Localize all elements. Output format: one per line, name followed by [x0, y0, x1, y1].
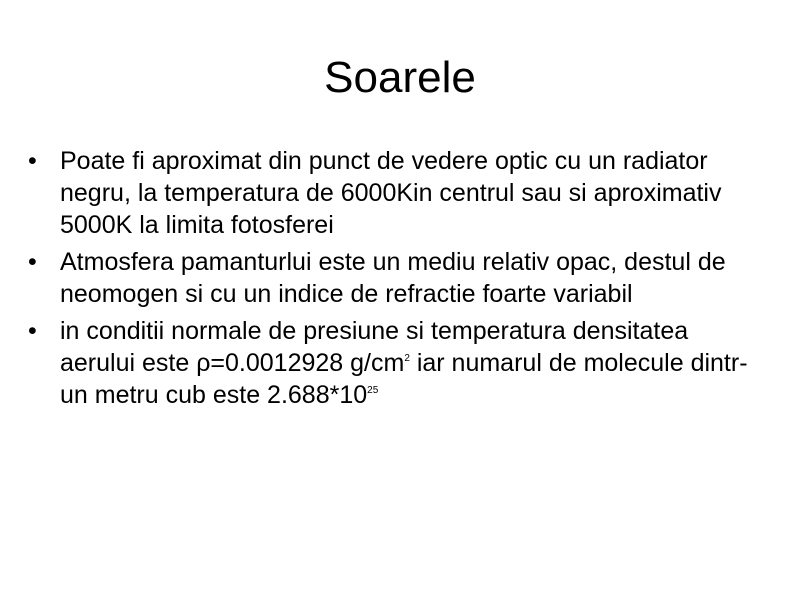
- bullet-item-1: [28, 145, 768, 241]
- bullet-item-2: [28, 246, 768, 310]
- bullet-icon: •: [28, 248, 37, 276]
- bullet-1-value-6000k: 6000K: [340, 179, 414, 207]
- bullet-icon: •: [28, 147, 37, 175]
- bullet-2-text: Atmosfera pamanturlui este un mediu relativ opac, destul de neomogen si cu un indice de refractie foarte variabil: [60, 248, 726, 308]
- bullet-3-text-b: iar numarul de molecule dintr-un metru cub este 2.688*10: [60, 349, 748, 409]
- slide-title: Soarele: [324, 53, 476, 102]
- bullet-list: [28, 145, 768, 416]
- bullet-1-text-a: Poate fi aproximat din punct de vedere optic cu un radiator negru, la temperatura de: [60, 147, 708, 207]
- bullet-icon: •: [28, 317, 37, 345]
- bullet-item-3: [28, 315, 768, 411]
- bullet-3-superscript-25: 25: [367, 385, 379, 396]
- bullet-1-value-5000k: 5000K: [60, 211, 133, 239]
- bullet-1-text-e: la limita fotosferei: [132, 211, 334, 239]
- bullet-3-text-a: in conditii normale de presiune si temperatura densitatea aerului este ρ=0.0012928 g/cm: [60, 317, 689, 377]
- bullet-1-text-c: in centrul sau si aproximativ: [413, 179, 722, 207]
- bullet-3-superscript-2: 2: [404, 353, 410, 364]
